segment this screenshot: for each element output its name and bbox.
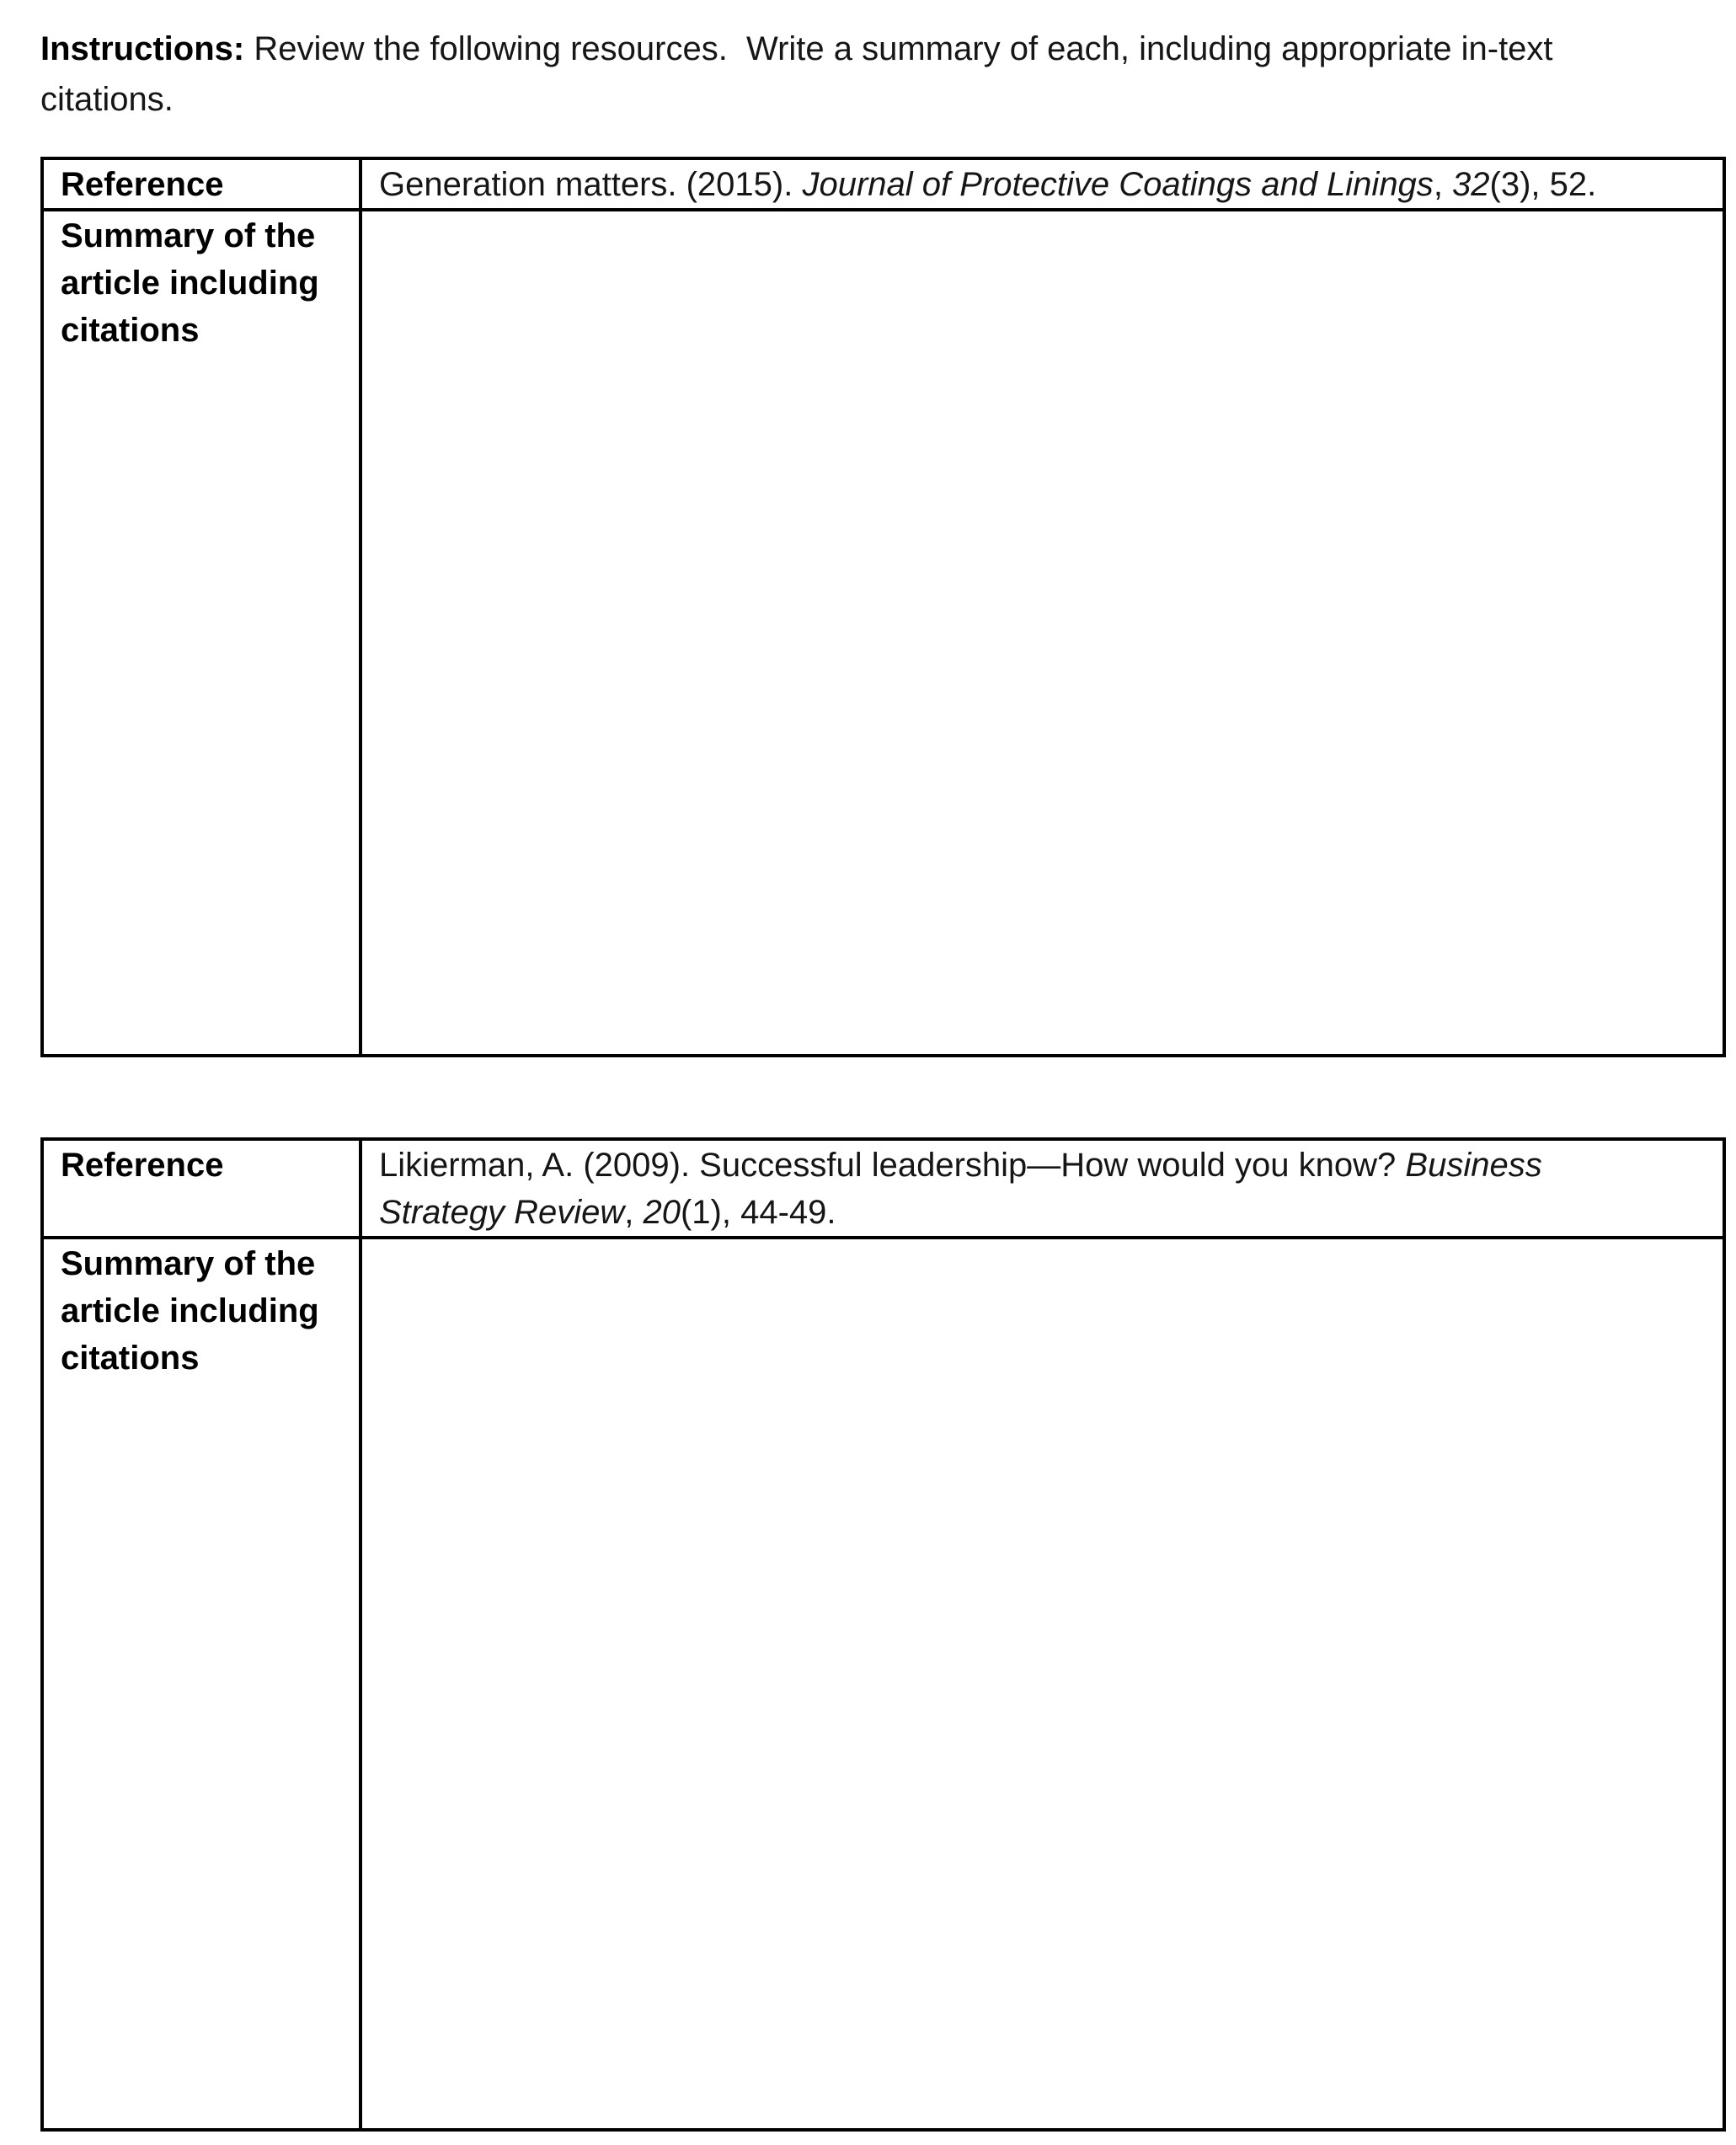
reference-table-2 [40,1137,1726,2132]
citation-segment: Strategy Review [379,1194,625,1231]
citation-segment: (1), 44-49. [680,1194,836,1231]
citation-segment: Likierman, A. (2009). Successful leadership—How would you know? [379,1147,1406,1184]
instructions-label: Instructions: [40,30,245,67]
instructions-line-1 [40,24,1695,74]
summary-label-cell: Summary of the article including citations [42,210,361,1056]
citation-segment: , [1433,166,1453,203]
reference-table-1 [40,157,1726,1057]
instructions-paragraph [40,24,1695,125]
reference-citation-cell[interactable] [361,158,1724,210]
summary-input-area[interactable] [361,210,1724,1056]
instructions-text: Review the following resources. Write a summary of each, including appropriate in-text [244,30,1553,67]
citation-segment: 20 [643,1194,681,1231]
citation-text [379,1142,1706,1236]
table-row-summary [42,210,1724,1056]
citation-segment: (3), 52. [1489,166,1597,203]
instructions-line-2: citations. [40,81,174,118]
reference-label-cell: Reference [42,158,361,210]
table-row-reference [42,1139,1724,1238]
reference-label-cell: Reference [42,1139,361,1238]
citation-segment: Generation matters. (2015). [379,166,803,203]
citation-text [379,161,1706,208]
citation-segment: 32 [1452,166,1490,203]
summary-input-area[interactable] [361,1238,1724,2130]
citation-line [379,1142,1706,1189]
citation-line [379,1189,1706,1236]
summary-label-cell: Summary of the article including citations [42,1238,361,2130]
table-row-summary [42,1238,1724,2130]
citation-line [379,161,1706,208]
table-row-reference [42,158,1724,210]
citation-segment: Journal of Protective Coatings and Linings [802,166,1434,203]
reference-citation-cell[interactable] [361,1139,1724,1238]
citation-segment: Business [1405,1147,1542,1184]
citation-segment: , [624,1194,644,1231]
